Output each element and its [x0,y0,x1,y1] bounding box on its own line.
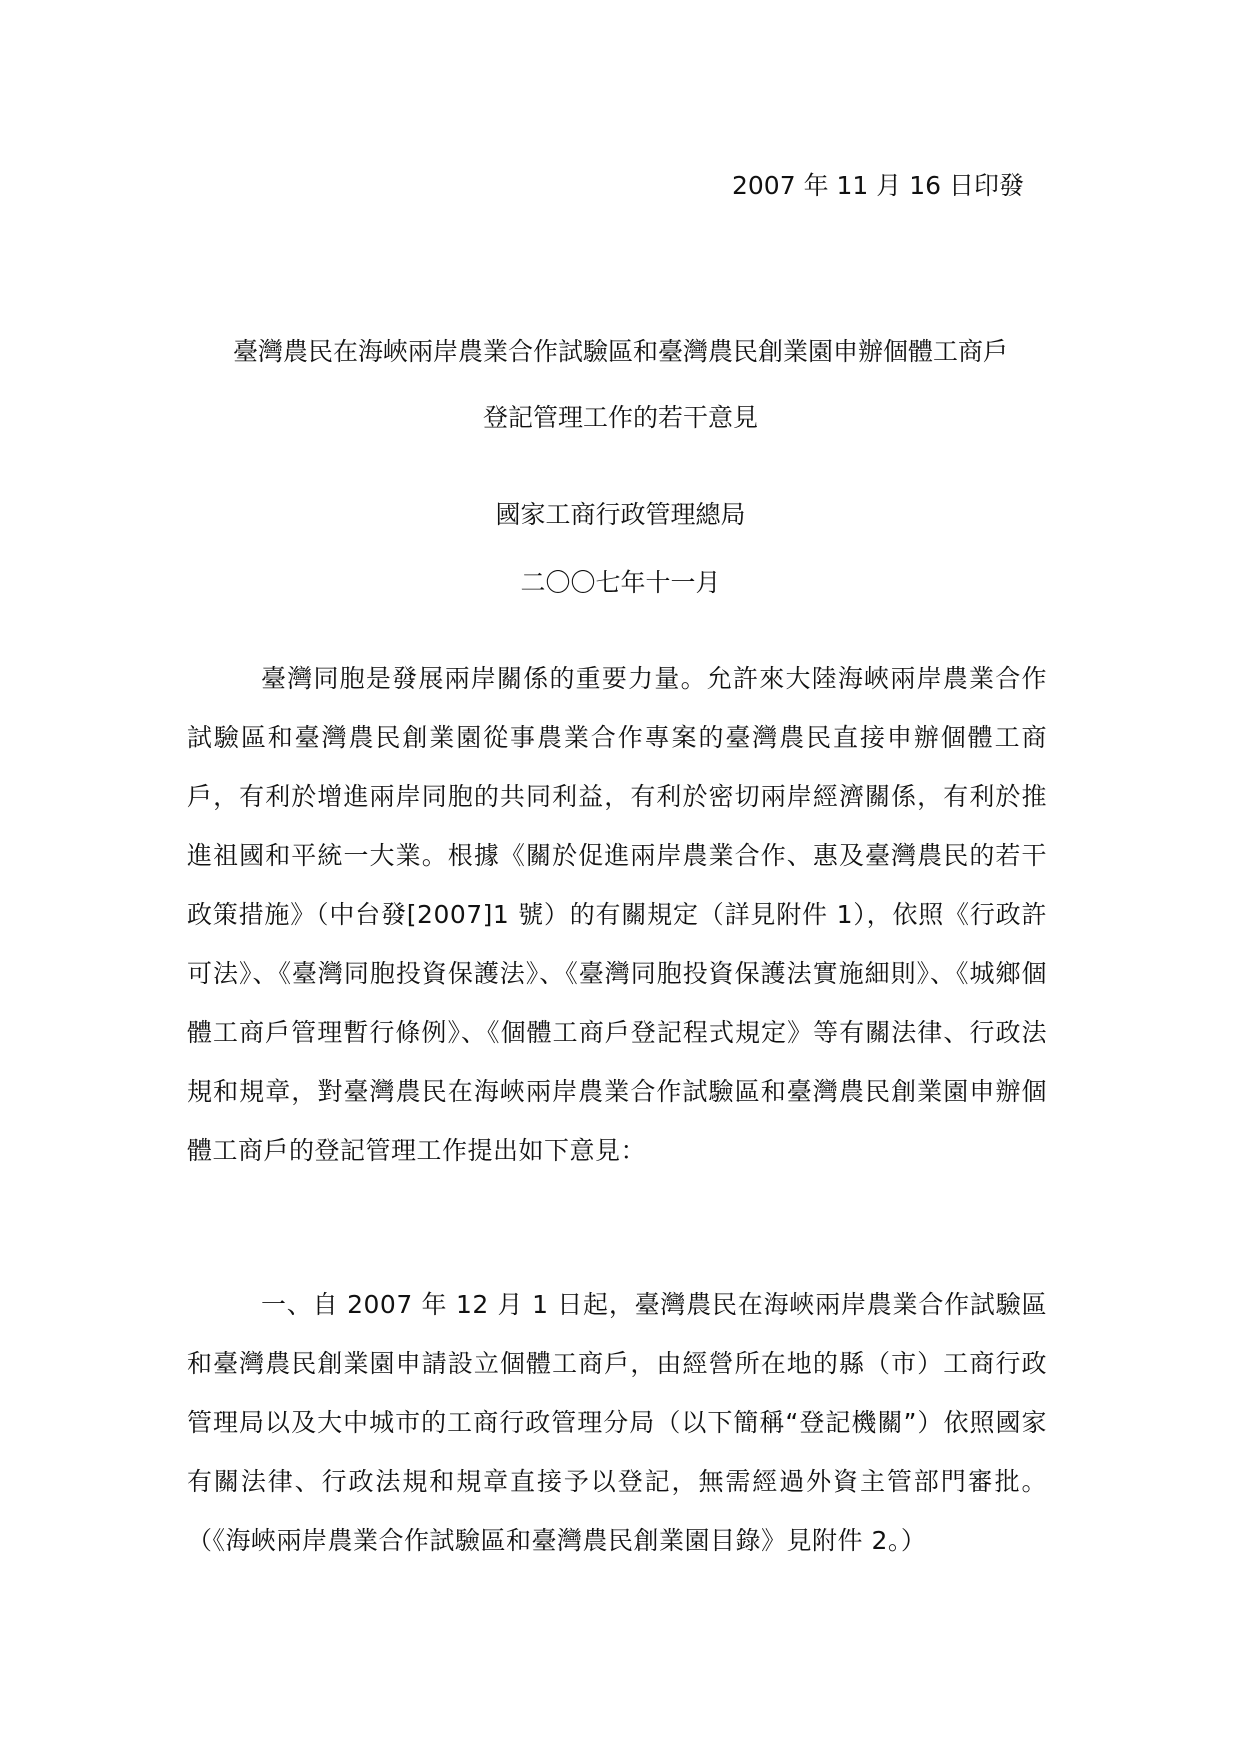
document-title-line-2: 登記管理工作的若干意見 [482,403,758,432]
print-date: 2007 年 11 月 16 日印發 [732,171,1024,200]
document-title-line-1: 臺灣農民在海峽兩岸農業合作試驗區和臺灣農民創業園申辦個體工商戶 [232,337,1008,366]
paragraph-item-1: 一、自 2007 年 12 月 1 日起，臺灣農民在海峽兩岸農業合作試驗區和臺灣農民創業園申請設立個體工商戶，由經營所在地的縣（市）工商行政管理局以及大中城市的工商行政管理分局（以下簡稱“登記機關”）依照國家有關法律、行政法規和規章直接予以登記，無需經過外資主管部門審批。（《海峽兩岸農業合作試驗區和臺灣農民創業園目錄》見附件 2。） [187,1290,1047,1555]
issuing-authority: 國家工商行政管理總局 [495,500,746,529]
issue-date: 二〇〇七年十一月 [520,568,721,597]
paragraph-intro: 臺灣同胞是發展兩岸關係的重要力量。允許來大陸海峽兩岸農業合作試驗區和臺灣農民創業園從事農業合作專案的臺灣農民直接申辦個體工商戶，有利於增進兩岸同胞的共同利益，有利於密切兩岸經濟關係，有利於推進祖國和平統一大業。根據《關於促進兩岸農業合作、惠及臺灣農民的若干政策措施》（中台發[2007]1 號）的有關規定（詳見附件 1），依照《行政許可法》、《臺灣同胞投資保護法》、《臺灣同胞投資保護法實施細則》、《城鄉個體工商戶管理暫行條例》、《個體工商戶登記程式規定》等有關法律、行政法規和規章，對臺灣農民在海峽兩岸農業合作試驗區和臺灣農民創業園申辦個體工商戶的登記管理工作提出如下意見： [187,664,1047,1165]
